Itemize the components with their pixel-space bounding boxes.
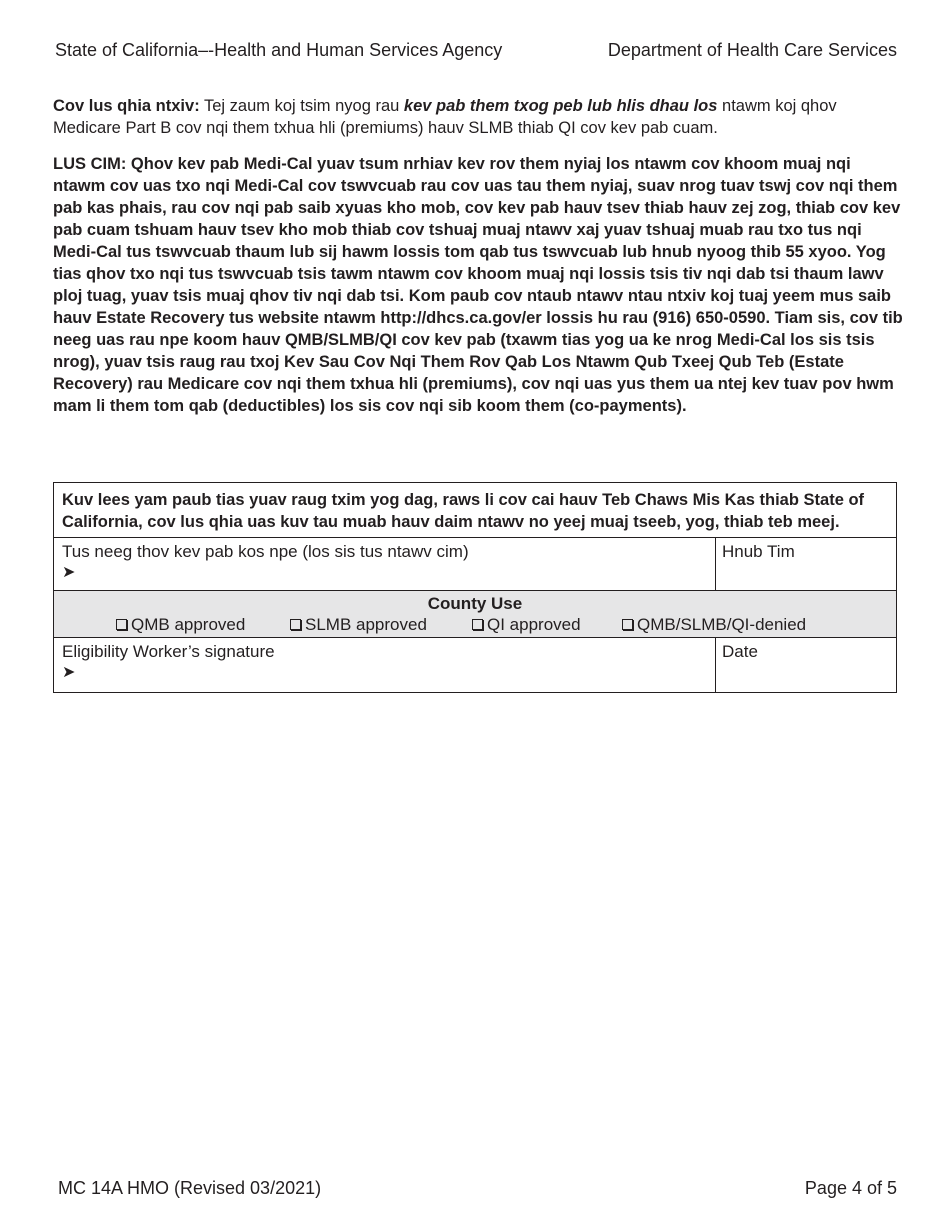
applicant-signature-field[interactable] (54, 538, 716, 590)
checkbox-icon (116, 619, 127, 630)
form-id: MC 14A HMO (Revised 03/2021) (58, 1178, 322, 1198)
county-use-section (54, 591, 896, 638)
additional-info-paragraph (53, 95, 903, 139)
arrow-right-icon: ➤ (62, 664, 76, 681)
checkbox-icon (290, 619, 301, 630)
worker-signature-field[interactable] (54, 638, 716, 692)
qmb-approved-checkbox[interactable]: QMB approved (116, 614, 245, 636)
applicant-date-label: Hnub Tim (722, 542, 795, 561)
worker-signature-row (54, 638, 896, 692)
department-name: Department of Health Care Services (607, 40, 897, 60)
arrow-right-icon: ➤ (62, 564, 76, 581)
checkbox-icon (622, 619, 633, 630)
agency-name: State of California–-Health and Human Services Agency (55, 40, 503, 60)
attestation-statement: Kuv lees yam paub tias yuav raug txim yog dag, raws li cov cai hauv Teb Chaws Mis Kas thiab State of California, cov lus qhia uas kuv tau muab hauv daim ntawv no yeej muaj tseeb, yog, thiab teb meej. (54, 483, 896, 538)
page-footer (58, 1178, 897, 1202)
note-label: Cov lus qhia ntxiv: (53, 97, 200, 115)
note-text-after: ntawm koj qhov Medicare Part B cov nqi them txhua hli (premiums) hauv SLMB thiab QI cov kev pab cuam. (53, 97, 837, 137)
denied-checkbox[interactable]: QMB/SLMB/QI-denied (622, 614, 806, 636)
applicant-signature-label: Tus neeg thov kev pab kos npe (los sis tus ntawv cim) (62, 542, 469, 561)
page-number: Page 4 of 5 (804, 1178, 897, 1198)
page-header (55, 40, 897, 64)
checkbox-icon (472, 619, 483, 630)
applicant-signature-row (54, 538, 896, 591)
note-text-before: Tej zaum koj tsim nyog rau (199, 97, 404, 115)
county-use-title: County Use (427, 594, 523, 613)
qi-approved-checkbox[interactable]: QI approved (472, 614, 581, 636)
signature-form (53, 482, 897, 693)
applicant-date-field[interactable] (716, 538, 896, 590)
estate-recovery-warning: LUS CIM: Qhov kev pab Medi-Cal yuav tsum nrhiav kev rov them nyiaj los ntawm cov khoom muaj nqi ntawm cov uas txo nqi Medi-Cal cov tswvcuab rau cov uas tau them nyiaj, suav nrog tuav tswj cov nqi them pab kas phais, rau cov nqi pab saib xyuas kho mob, cov kev pab hauv tsev thiab hauv zej zog, thiab cov kev pab cuam tshuam hauv tsev kho mob thiab cov tshuaj muaj ntawv xaj yuav tshuaj muab rau txo tus nqi Medi-Cal tus tswvcuab thaum lub sij hawm lossis tom qab tus tswvcuab lub hnub nyoog thib 55 xyoo. Yog tias qhov txo nqi tus tswvcuab tsis tawm ntawm cov khoom muaj nqi lossis tsis tiv nqi dab tsi thaum lawv ploj tuag, yuav tsis muaj qhov tiv nqi dab tsi. Kom paub cov ntaub ntawv ntau ntxiv koj tuaj yeem mus saib hauv Estate Recovery tus website ntawm http://dhcs.ca.gov/er lossis hu rau (916) 650-0590. Tiam sis, cov tib neeg uas rau npe koom hauv QMB/SLMB/QI cov kev pab (txawm tias yog ua ke nrog Medi-Cal los sis tsis nrog), yuav tsis raug rau txoj Kev Sau Cov Nqi Them Rov Qab Los Ntawm Qub Txeej Qub Teb (Estate Recovery) rau Medicare cov nqi them txhua hli (premiums), cov nqi uas yus them ua ntej kev tuav pov hwm mam li them tom qab (deductibles) los sis cov nqi sib koom them (co-payments). (53, 155, 903, 415)
slmb-approved-checkbox[interactable]: SLMB approved (290, 614, 427, 636)
worker-date-field[interactable] (716, 638, 896, 692)
worker-date-label: Date (722, 642, 758, 661)
worker-signature-label: Eligibility Worker’s signature (62, 642, 275, 661)
note-emphasis: kev pab them txog peb lub hlis dhau los (403, 97, 718, 115)
